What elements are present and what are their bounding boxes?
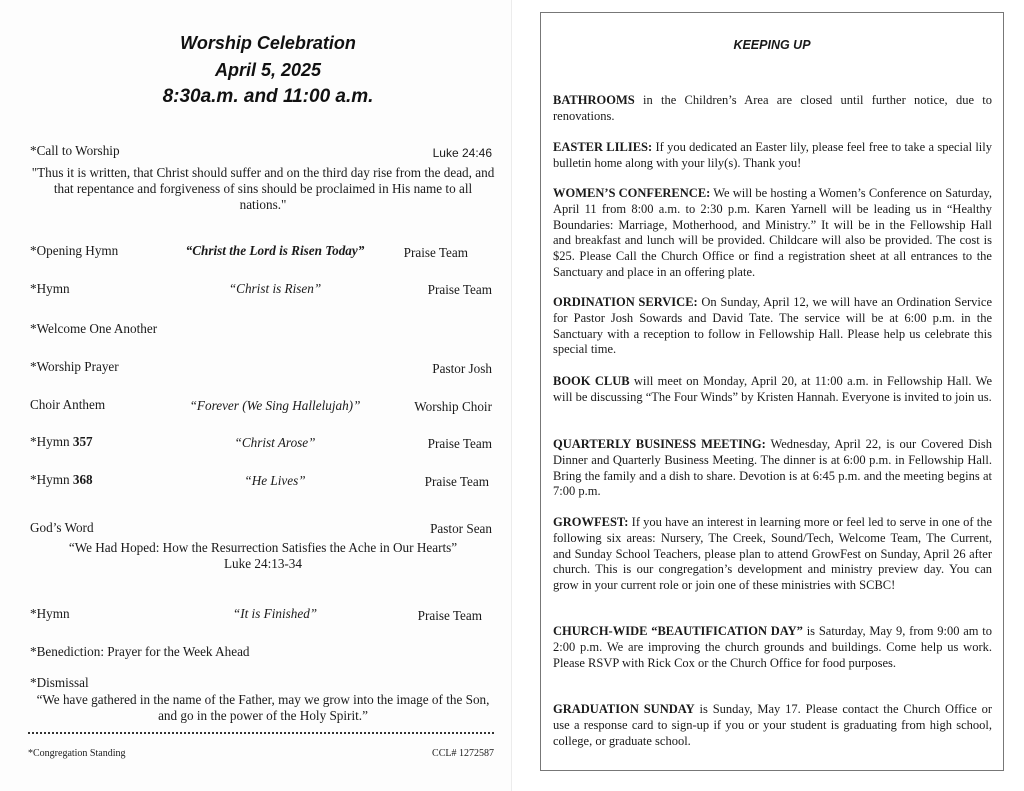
keeping-up-box xyxy=(540,12,1004,771)
order-item-label xyxy=(30,472,93,488)
announcement-heading: CHURCH-WIDE “BEAUTIFICATION DAY” xyxy=(553,624,803,638)
dismissal-label: *Dismissal xyxy=(30,675,89,690)
service-date: April 5, 2025 xyxy=(214,60,322,80)
sermon-title: “We Had Hoped: How the Resurrection Satisfies the Ache in Our Hearts” xyxy=(68,540,458,555)
dotted-divider xyxy=(28,732,494,734)
announcement-heading: QUARTERLY BUSINESS MEETING: xyxy=(553,437,766,451)
announcement xyxy=(553,140,992,172)
announcement-heading: WOMEN’S CONFERENCE: xyxy=(553,186,711,200)
announcement xyxy=(553,186,992,281)
order-item-title: “Christ Arose” xyxy=(234,435,316,450)
order-item-title: “It is Finished” xyxy=(232,606,318,621)
service-title: Worship Celebration xyxy=(180,33,356,53)
announcement-text: If you have an interest in learning more or feel led to serve in one of the following six areas: Nursery, The Creek, Sound/Tech, Welcome Team, The Current, and Sunday School Teachers, please plan to attend GrowFest on Sunday, April 26 after church. This is our congregation’s development and ministry preview day. You can grow in your current role or join one of these ministries with SCBC! xyxy=(553,515,992,593)
announcement-heading: ORDINATION SERVICE: xyxy=(553,295,698,309)
order-item-label: Choir Anthem xyxy=(30,397,106,412)
order-item-leader: Praise Team xyxy=(424,474,489,489)
order-item-title: “Christ is Risen” xyxy=(228,281,322,296)
hymn-number: 357 xyxy=(72,434,93,449)
order-item-label xyxy=(30,434,93,450)
benediction: *Benediction: Prayer for the Week Ahead xyxy=(30,644,250,659)
gods-word-label: God’s Word xyxy=(30,520,94,535)
order-item-leader: Pastor Josh xyxy=(432,361,492,376)
sermon-reference: Luke 24:13-34 xyxy=(223,556,302,571)
page-fold xyxy=(511,0,512,791)
announcement-heading: BOOK CLUB xyxy=(553,374,630,388)
order-item-leader: Praise Team xyxy=(427,436,492,451)
order-item-label: *Welcome One Another xyxy=(30,321,158,336)
keeping-up-title: KEEPING UP xyxy=(733,38,811,52)
announcement-text: is Sunday, May 17. Please contact the Church Office or use a response card to sign-up if you or your student is graduating from high school, college, or graduate school. xyxy=(553,702,992,748)
footer-note: *Congregation Standing xyxy=(28,748,126,759)
announcement-heading: BATHROOMS xyxy=(553,93,635,107)
announcement-heading: GROWFEST: xyxy=(553,515,629,529)
announcement-text: Wednesday, April 22, is our Covered Dish Dinner and Quarterly Business Meeting. The dinner is at 6:00 p.m. in Fellowship Hall. Bring the family and a dish to share. Devotion is at 6:45 p.m. and the meeting begins at 7:00 p.m. xyxy=(553,437,992,499)
announcement xyxy=(553,295,992,358)
announcement xyxy=(553,702,992,749)
order-item-label: *Hymn xyxy=(30,606,70,621)
order-item-title: “He Lives” xyxy=(244,473,306,488)
announcement xyxy=(553,624,992,671)
gods-word-leader: Pastor Sean xyxy=(430,521,492,536)
dismissal-text: “We have gathered in the name of the Father, may we grow into the image of the Son, and go in the power of the Holy Spirit.” xyxy=(36,692,490,723)
order-item-label: *Hymn xyxy=(30,281,70,296)
announcement-text: is Saturday, May 9, from 9:00 am to 2:00 p.m. We are improving the church grounds and buildings. Come help us work. Please RSVP with Rick Cox or the Church Office for food purposes. xyxy=(553,624,992,670)
order-item-leader: Worship Choir xyxy=(414,399,492,414)
order-item-label: *Opening Hymn xyxy=(30,243,119,258)
order-item-leader: Praise Team xyxy=(403,245,468,260)
announcement-text: in the Children’s Area are closed until further notice, due to renovations. xyxy=(553,93,992,123)
call-to-worship-label: *Call to Worship xyxy=(30,143,120,158)
order-item-title: “Christ the Lord is Risen Today” xyxy=(185,243,365,258)
call-to-worship-reference: Luke 24:46 xyxy=(432,146,492,160)
order-item-title: “Forever (We Sing Hallelujah)” xyxy=(189,398,361,413)
announcement-text: We will be hosting a Women’s Conference on Saturday, April 11 from 8:00 a.m. to 2:30 p.m. Karen Yarnell will be leading us in “Healthy Boundaries: Marriage, Motherhood, and Ministry.” It will be in the Fellowship Hall and breakfast and lunch will be provided. Childcare will also be provided. The cost is $25. Please Call the Church Office or find a registration sheet at all entrances to the Sanctuary and place in an offering plate. xyxy=(553,186,992,279)
announcement-text: will meet on Monday, April 20, at 11:00 a.m. in Fellowship Hall. We will be discussing “The Four Winds” by Kristen Hannah. Everyone is invited to join us. xyxy=(553,374,992,404)
announcement-heading: EASTER LILIES: xyxy=(553,140,653,154)
announcement xyxy=(553,437,992,500)
announcement-text: If you dedicated an Easter lily, please feel free to take a special lily bulletin home along with your lily(s). Thank you! xyxy=(553,140,993,170)
call-to-worship-scripture: "Thus it is written, that Christ should suffer and on the third day rise from the dead, and that repentance and forgiveness of sins should be proclaimed in His name to all nations." xyxy=(31,165,495,212)
announcement-text: On Sunday, April 12, we will have an Ordination Service for Pastor Josh Sowards and David Tate. The service will be at 6:00 p.m. in the Sanctuary with a reception to follow in Fellowship Hall. Please help us celebrate this special time. xyxy=(553,295,993,357)
order-item-leader: Praise Team xyxy=(417,608,482,623)
announcement xyxy=(553,515,992,594)
hymn-label: *Hymn xyxy=(30,434,73,449)
announcement xyxy=(553,93,992,125)
footer-ccli: CCL# 1272587 xyxy=(432,748,494,759)
hymn-label: *Hymn xyxy=(30,472,73,487)
order-item-leader: Praise Team xyxy=(427,282,492,297)
hymn-number: 368 xyxy=(72,472,93,487)
announcement xyxy=(553,374,992,406)
announcement-heading: GRADUATION SUNDAY xyxy=(553,702,695,716)
order-item-label: *Worship Prayer xyxy=(30,359,119,374)
service-times: 8:30a.m. and 11:00 a.m. xyxy=(162,86,374,107)
